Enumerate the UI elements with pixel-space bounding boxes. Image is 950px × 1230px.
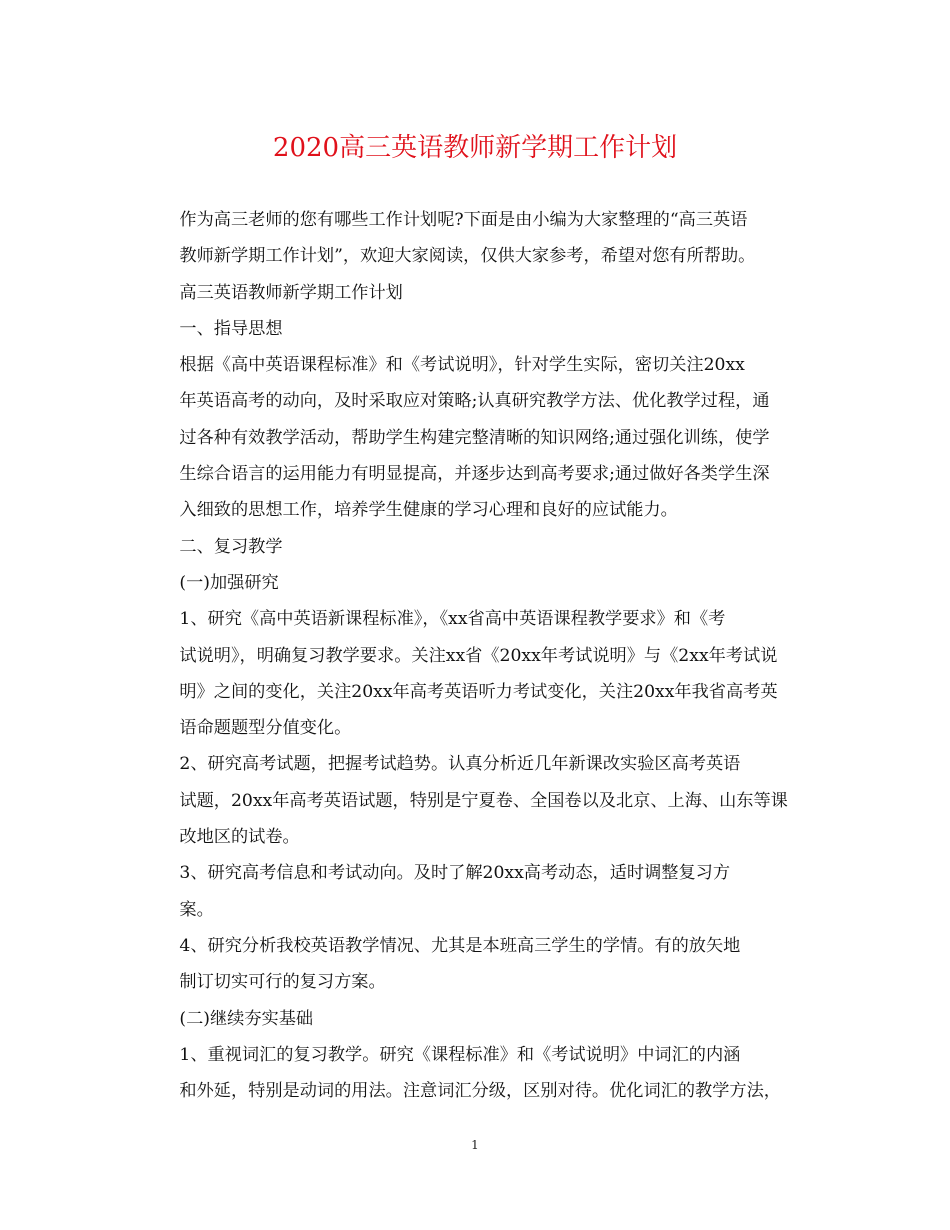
text-line: 改地区的试卷。 bbox=[179, 827, 300, 848]
basics-item-1 bbox=[145, 1037, 805, 1110]
text-line: 教师新学期工作计划”，欢迎大家阅读，仅供大家参考，希望对您有所帮助。 bbox=[179, 246, 756, 267]
text-line: 生综合语言的运用能力有明显提高，并逐步达到高考要求;通过做好各类学生深 bbox=[179, 464, 770, 485]
guiding-thought-paragraph bbox=[145, 347, 805, 528]
text-line: 1、重视词汇的复习教学。研究《课程标准》和《考试说明》中词汇的内涵 bbox=[179, 1044, 741, 1065]
text-line: 1、研究《高中英语新课程标准》，《xx省高中英语课程教学要求》和《考 bbox=[179, 609, 726, 630]
text-line: 2、研究高考试题，把握考试趋势。认真分析近几年新课改实验区高考英语 bbox=[179, 754, 741, 775]
subsection-heading-consolidate-basics bbox=[145, 1001, 805, 1037]
section-heading-guiding-thought bbox=[145, 311, 805, 347]
heading-line: 高三英语教师新学期工作计划 bbox=[179, 282, 403, 303]
research-item-3 bbox=[145, 855, 805, 928]
text-line: 制订切实可行的复习方案。 bbox=[179, 972, 386, 993]
document-title: 2020高三英语教师新学期工作计划 bbox=[272, 133, 678, 163]
text-line: 试说明》，明确复习教学要求。关注xx省《20xx年考试说明》与《2xx年考试说 bbox=[179, 645, 778, 666]
text-line: 3、研究高考信息和考试动向。及时了解20xx高考动态，适时调整复习方 bbox=[179, 863, 731, 884]
text-line: 入细致的思想工作，培养学生健康的学习心理和良好的应试能力。 bbox=[179, 500, 678, 521]
text-line: 和外延，特别是动词的用法。注意词汇分级，区别对待。优化词汇的教学方法， bbox=[179, 1081, 781, 1102]
text-line: 案。 bbox=[179, 899, 214, 920]
text-line: 年英语高考的动向，及时采取应对策略;认真研究教学方法、优化教学过程，通 bbox=[179, 391, 770, 412]
section-heading-review-teaching bbox=[145, 529, 805, 565]
intro-paragraph bbox=[145, 202, 805, 275]
page-number: 1 bbox=[471, 1138, 479, 1152]
research-item-1 bbox=[145, 601, 805, 746]
text-line: 根据《高中英语课程标准》和《考试说明》，针对学生实际，密切关注20xx bbox=[179, 355, 745, 376]
heading-line: (二)继续夯实基础 bbox=[179, 1008, 314, 1029]
heading-line: 二、复习教学 bbox=[179, 536, 283, 557]
text-line: 试题，20xx年高考英语试题，特别是宁夏卷、全国卷以及北京、上海、山东等课 bbox=[179, 790, 788, 811]
research-item-2 bbox=[145, 746, 805, 855]
heading-line: 一、指导思想 bbox=[179, 318, 283, 339]
text-line: 明》之间的变化，关注20xx年高考英语听力考试变化，关注20xx年我省高考英 bbox=[179, 681, 778, 702]
text-line: 作为高三老师的您有哪些工作计划呢?下面是由小编为大家整理的“高三英语 bbox=[179, 210, 748, 230]
research-item-4 bbox=[145, 928, 805, 1001]
subsection-heading-strengthen-research bbox=[145, 565, 805, 601]
text-line: 4、研究分析我校英语教学情况、尤其是本班高三学生的学情。有的放矢地 bbox=[179, 935, 741, 956]
text-line: 过各种有效教学活动，帮助学生构建完整清晰的知识网络;通过强化训练，使学 bbox=[179, 427, 770, 448]
subtitle-heading bbox=[145, 275, 805, 311]
text-line: 语命题题型分值变化。 bbox=[179, 718, 352, 739]
heading-line: (一)加强研究 bbox=[179, 572, 279, 593]
document-body bbox=[145, 202, 805, 1109]
